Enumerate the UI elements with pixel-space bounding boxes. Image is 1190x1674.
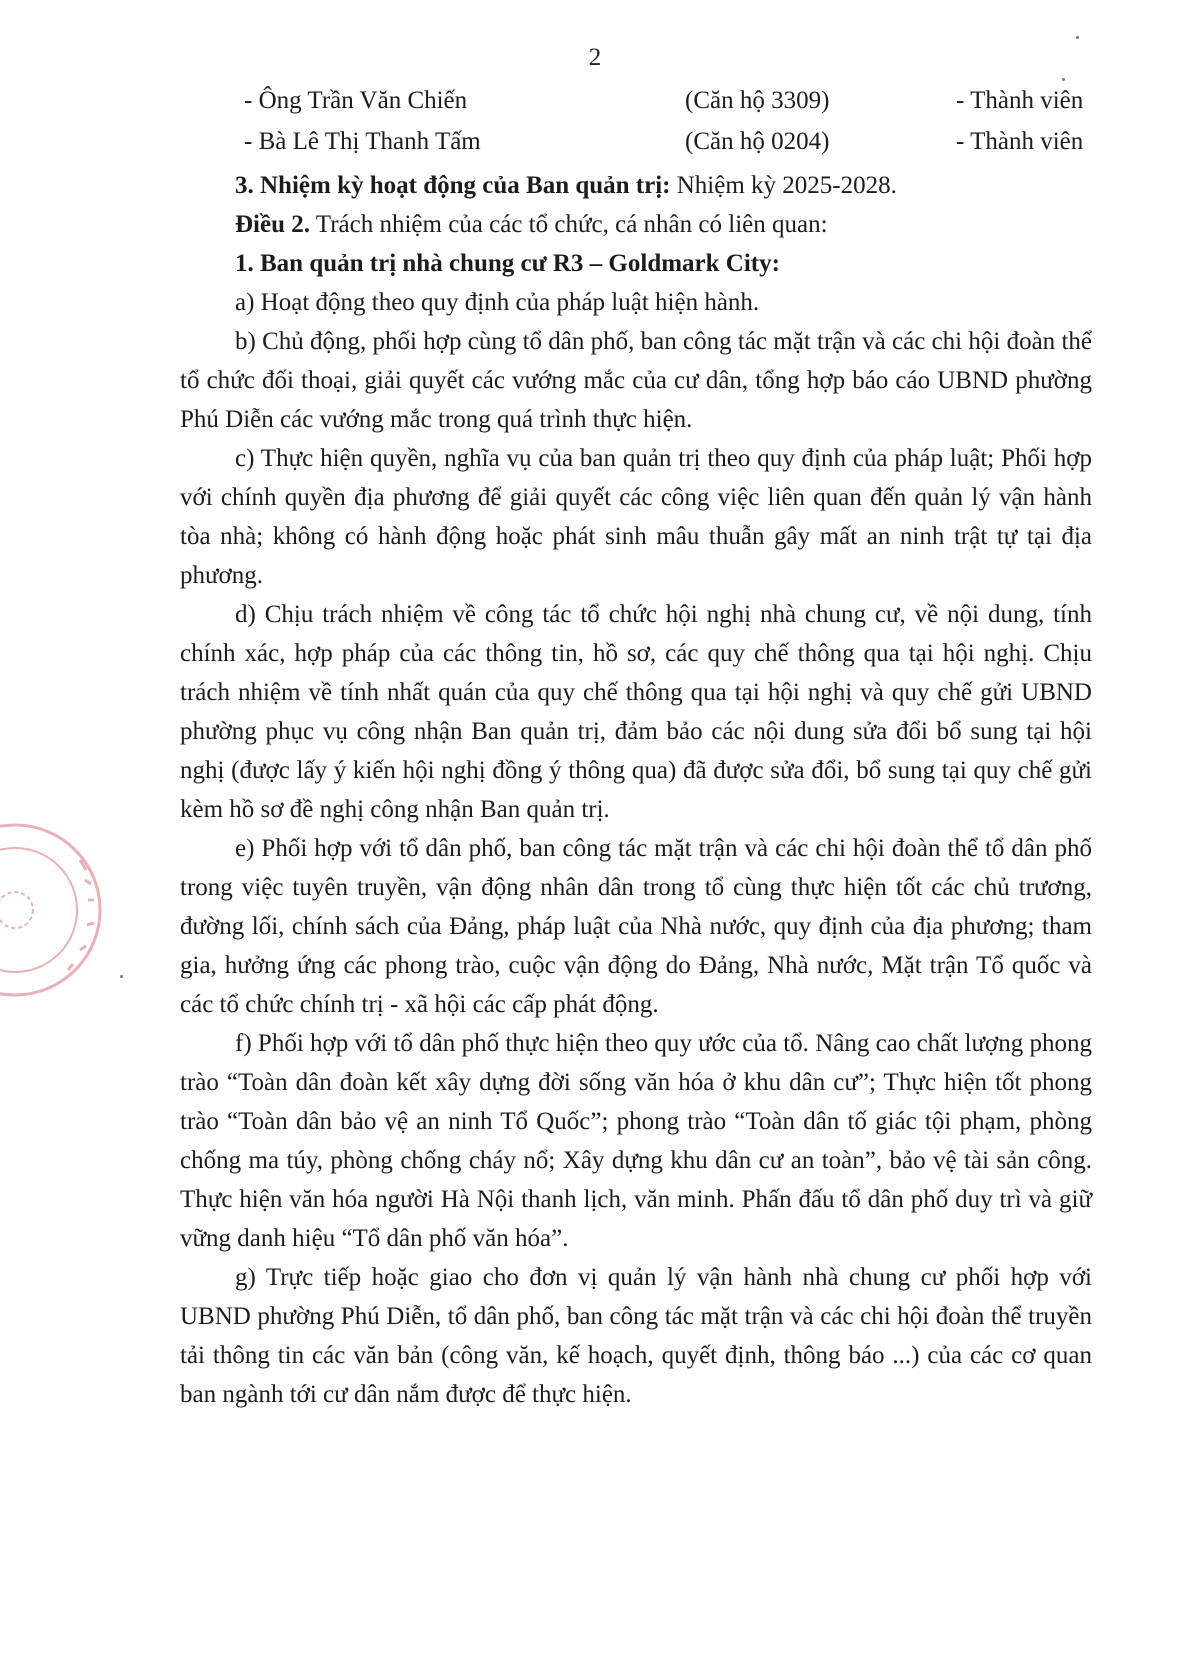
member-apartment: (Căn hộ 0204)	[685, 128, 830, 155]
member-name: - Ông Trần Văn Chiến	[244, 87, 468, 114]
member-role: - Thành viên	[956, 87, 1084, 114]
paragraph-b: b) Chủ động, phối hợp cùng tổ dân phố, ban công tác mặt trận và các chi hội đoàn thể tổ chức đối thoại, giải quyết các vướng mắc của cư dân, tổng hợp báo cáo UBND phường Phú Diễn các vướng mắc trong quá trình thực hiện.	[180, 328, 1092, 433]
member-row	[0, 87, 1190, 127]
scan-speck	[1062, 78, 1065, 81]
section-1-title: 1. Ban quản trị nhà chung cư R3 – Goldmark City:	[235, 250, 780, 277]
scan-speck	[1076, 36, 1079, 39]
paragraph-a: a) Hoạt động theo quy định của pháp luật hiện hành.	[235, 289, 760, 316]
scan-speck	[120, 975, 123, 978]
member-name: - Bà Lê Thị Thanh Tấm	[244, 128, 481, 155]
article-2-label: Điều 2.	[235, 211, 310, 238]
member-row	[0, 128, 1190, 168]
article-2-text: Trách nhiệm của các tổ chức, cá nhân có liên quan:	[310, 211, 828, 238]
document-body	[180, 166, 1092, 1414]
member-role: - Thành viên	[956, 128, 1084, 155]
page-number: 2	[588, 44, 602, 71]
paragraph-e: e) Phối hợp với tổ dân phố, ban công tác mặt trận và các chi hội đoàn thể tổ dân phố trong việc tuyên truyền, vận động nhân dân trong tổ cùng thực hiện tốt các chủ trương, đường lối, chính sách của Đảng, pháp luật của Nhà nước, quy định của địa phương; tham gia, hưởng ứng các phong trào, cuộc vận động do Đảng, Nhà nước, Mặt trận Tổ quốc và các tổ chức chính trị - xã hội các cấp phát động.	[180, 835, 1092, 1018]
paragraph-c: c) Thực hiện quyền, nghĩa vụ của ban quản trị theo quy định của pháp luật; Phối hợp với chính quyền địa phương để giải quyết các công việc liên quan đến quản lý vận hành tòa nhà; không có hành động hoặc phát sinh mâu thuẫn gây mất an ninh trật tự tại địa phương.	[180, 445, 1092, 589]
article-2-heading	[180, 205, 1092, 244]
member-apartment: (Căn hộ 3309)	[685, 87, 830, 114]
seal-stamp	[0, 800, 110, 1020]
paragraph-g: g) Trực tiếp hoặc giao cho đơn vị quản lý vận hành nhà chung cư phối hợp với UBND phường Phú Diễn, tổ dân phố, ban công tác mặt trận và các chi hội đoàn thể truyền tải thông tin các văn bản (công văn, kế hoạch, quyết định, thông báo ...) của các cơ quan ban ngành tới cư dân nắm được để thực hiện.	[180, 1264, 1092, 1408]
term-label: 3. Nhiệm kỳ hoạt động của Ban quản trị:	[235, 172, 671, 199]
term-line	[180, 166, 1092, 205]
paragraph-f: f) Phối hợp với tổ dân phố thực hiện theo quy ước của tổ. Nâng cao chất lượng phong trào “Toàn dân đoàn kết xây dựng đời sống văn hóa ở khu dân cư”; Thực hiện tốt phong trào “Toàn dân bảo vệ an ninh Tổ Quốc”; phong trào “Toàn dân tố giác tội phạm, phòng chống ma túy, phòng chống cháy nổ; Xây dựng khu dân cư an toàn”, bảo vệ tài sản công. Thực hiện văn hóa người Hà Nội thanh lịch, văn minh. Phấn đấu tổ dân phố duy trì và giữ vững danh hiệu “Tổ dân phố văn hóa”.	[180, 1030, 1092, 1252]
paragraph-d: d) Chịu trách nhiệm về công tác tổ chức hội nghị nhà chung cư, về nội dung, tính chính xác, hợp pháp của các thông tin, hồ sơ, các quy chế thông qua tại hội nghị. Chịu trách nhiệm về tính nhất quán của quy chế thông qua tại hội nghị và quy chế gửi UBND phường phục vụ công nhận Ban quản trị, đảm bảo các nội dung sửa đổi bổ sung tại hội nghị (được lấy ý kiến hội nghị đồng ý thông qua) đã được sửa đổi, bổ sung tại quy chế gửi kèm hồ sơ đề nghị công nhận Ban quản trị.	[180, 601, 1092, 823]
term-value: Nhiệm kỳ 2025-2028.	[670, 172, 897, 199]
